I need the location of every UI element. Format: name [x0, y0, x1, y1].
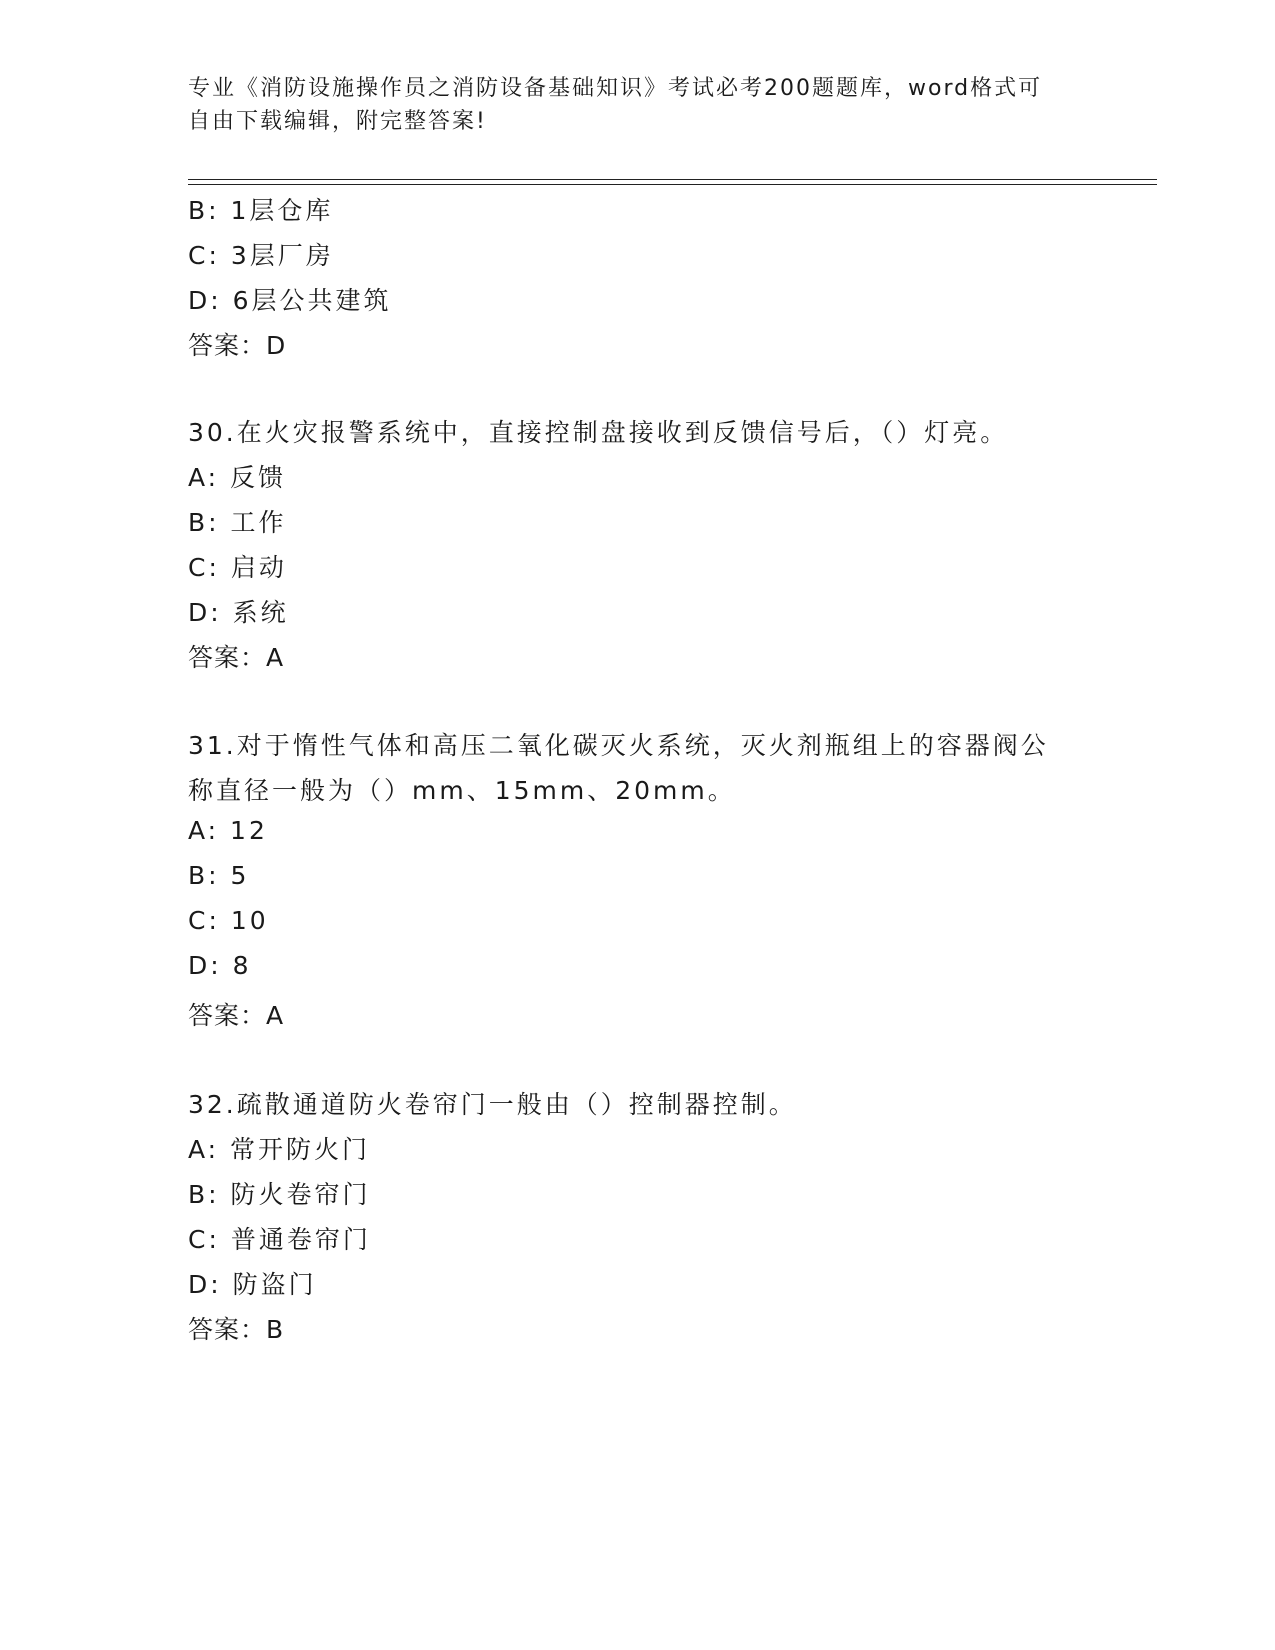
q30-option-b: B: 工作 [188, 508, 287, 537]
q32-answer: 答案：B [188, 1315, 285, 1344]
q32-option-d: D: 防盗门 [188, 1270, 317, 1299]
document-header [188, 72, 1088, 138]
q31-option-b: B: 5 [188, 861, 250, 890]
q30-option-c: C: 启动 [188, 553, 287, 582]
q31-option-c: C: 10 [188, 906, 269, 935]
q32-option-b: B: 防火卷帘门 [188, 1180, 371, 1209]
q31-option-d: D: 8 [188, 951, 252, 980]
q31-option-a: A: 12 [188, 816, 268, 845]
q32-stem: 32.疏散通道防火卷帘门一般由（）控制器控制。 [188, 1090, 797, 1119]
q30-option-a: A: 反馈 [188, 463, 287, 492]
q30-stem: 30.在火灾报警系统中，直接控制盘接收到反馈信号后，（）灯亮。 [188, 418, 1009, 447]
q31-stem-line-2: 称直径一般为（）mm、15mm、20mm。 [188, 776, 736, 805]
q30-answer: 答案：A [188, 643, 285, 672]
q31-stem-line-1: 31.对于惰性气体和高压二氧化碳灭火系统，灭火剂瓶组上的容器阀公 [188, 731, 1049, 760]
q29-option-b: B: 1层仓库 [188, 196, 334, 225]
header-rule-top [188, 179, 1157, 180]
q32-option-a: A: 常开防火门 [188, 1135, 371, 1164]
header-rule-bottom [188, 184, 1157, 185]
header-line-2: 自由下载编辑，附完整答案! [188, 109, 487, 134]
header-line-1: 专业《消防设施操作员之消防设备基础知识》考试必考200题题库，word格式可 [188, 76, 1043, 101]
q31-answer: 答案：A [188, 1001, 285, 1030]
q29-answer: 答案：D [188, 331, 287, 360]
q30-option-d: D: 系统 [188, 598, 289, 627]
q29-option-d: D: 6层公共建筑 [188, 286, 392, 315]
q29-option-c: C: 3层厂房 [188, 241, 334, 270]
q32-option-c: C: 普通卷帘门 [188, 1225, 371, 1254]
